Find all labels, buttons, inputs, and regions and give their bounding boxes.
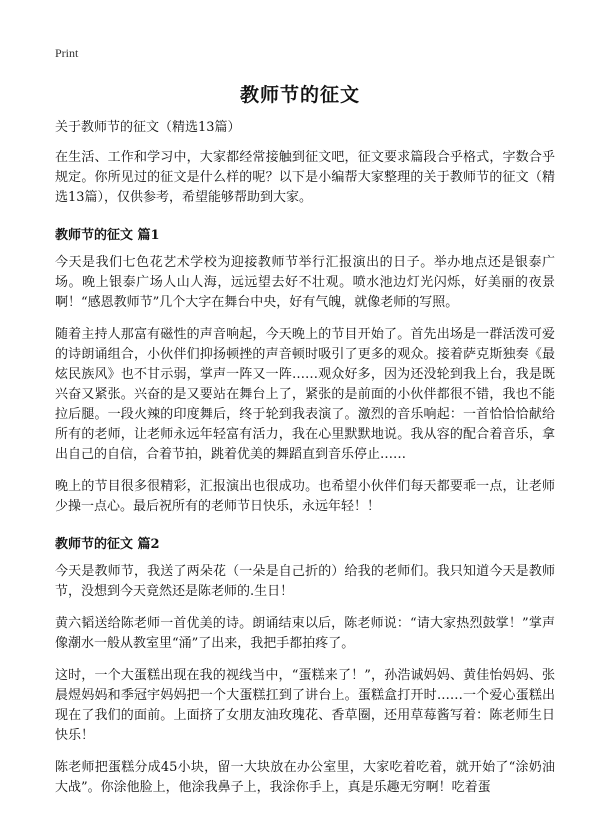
page-title: 教师节的征文	[239, 84, 360, 106]
paragraph: 今天是教师节，我送了两朵花（一朵是自己折的）给我的老师们。我只知道今天是教师节，没想到今天竟然还是陈老师的.生日！	[55, 564, 555, 599]
paragraph: 这时，一个大蛋糕出现在我的视线当中，“蛋糕来了！”，孙浩诚妈妈、黄佳怡妈妈、张晨煜妈妈和季冠宇妈妈把一个大蛋糕扛到了讲台上。蛋糕盒打开时……一个爱心蛋糕出现在了我们的面前。上面挤了女朋友油玫瑰花、香草圈，还用草莓酱写着：陈老师生日快乐！	[55, 668, 555, 743]
section-heading: 教师节的征文 篇1	[55, 228, 160, 243]
print-link[interactable]: Print	[55, 46, 79, 60]
paragraph: 随着主持人那富有磁性的声音响起，今天晚上的节目开始了。首先出场是一群活泼可爱的诗朗诵组合，小伙伴们抑扬顿挫的声音顿时吸引了更多的观众。接着萨克斯独奏《最炫民族风》也不甘示弱，掌声一阵又一阵……观众好多，因为还没轮到我上台，我是既兴奋又紧张。兴奋的是又要站在舞台上了，紧张的是前面的小伙伴都很不错，我也不能拉后腿。一段火辣的印度舞后，终于轮到我表演了。激烈的音乐响起：一首恰恰恰献给所有的老师，让老师永远年轻富有活力，我在心里默默地说。我从容的配合着音乐，拿出自己的自信，合着节拍，跳着优美的舞蹈直到音乐停止……	[55, 327, 555, 462]
article-subtitle: 关于教师节的征文（精选13篇）	[55, 120, 241, 135]
article-body	[55, 118, 555, 810]
section-heading: 教师节的征文 篇2	[55, 537, 160, 552]
paragraph: 陈老师把蛋糕分成45小块，留一大块放在办公室里，大家吃着吃着，就开始了“涂奶油大战”。你涂他脸上，他涂我鼻子上，我涂你手上，真是乐趣无穷啊！吃着蛋	[55, 760, 555, 795]
paragraph: 今天是我们七色花艺术学校为迎接教师节举行汇报演出的日子。举办地点还是银泰广场。晚上银泰广场人山人海，远远望去好不壮观。喷水池边灯光闪烁，好美丽的夜景啊！“感恩教师节”几个大字在舞台中央，好有气魄，就像老师的写照。	[55, 255, 555, 310]
paragraph: 晚上的节目很多很精彩，汇报演出也很成功。也希望小伙伴们每天都要乖一点，让老师少操一点心。最后祝所有的老师节日快乐，永远年轻！！	[55, 479, 555, 514]
paragraph: 黄六韬送给陈老师一首优美的诗。朗诵结束以后，陈老师说：“请大家热烈鼓掌！”掌声像潮水一般从教室里“涌”了出来，我把手都拍疼了。	[55, 616, 555, 651]
intro-paragraph: 在生活、工作和学习中，大家都经常接触到征文吧，征文要求篇段合乎格式，字数合乎规定。你所见过的征文是什么样的呢？以下是小编帮大家整理的关于教师节的征文（精选13篇），仅供参考，希望能够帮助到大家。	[55, 150, 555, 205]
